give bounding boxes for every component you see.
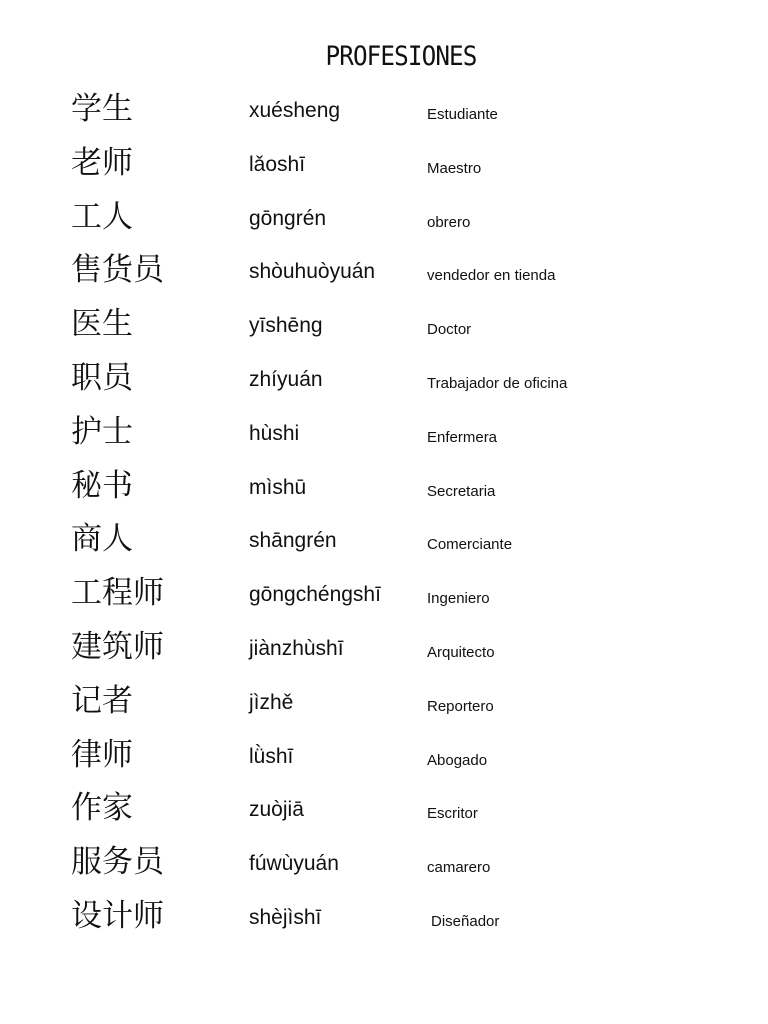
pinyin-text: zhíyuán (249, 367, 323, 391)
hanzi-text: 建筑师 (71, 628, 164, 665)
spanish-meaning: Abogado (427, 751, 488, 769)
spanish-meaning: Comerciante (427, 536, 513, 554)
list-item (0, 461, 768, 515)
pinyin-text: shèjìshī (249, 905, 322, 929)
spanish-meaning: Diseñador (431, 912, 500, 930)
professions-list (0, 84, 768, 945)
list-item (0, 84, 768, 138)
spanish-meaning: Reportero (427, 697, 494, 715)
list-item (0, 514, 768, 568)
list-item (0, 783, 768, 837)
hanzi-text: 售货员 (71, 252, 164, 289)
hanzi-text: 学生 (71, 91, 133, 127)
list-item (0, 192, 768, 246)
pinyin-text: shāngrén (249, 529, 337, 553)
list-item (0, 299, 768, 353)
spanish-meaning: Maestro (427, 159, 482, 177)
spanish-meaning: obrero (427, 213, 471, 231)
pinyin-text: jiànzhùshī (249, 636, 344, 660)
page-title: PROFESIONES (325, 41, 477, 72)
spanish-meaning: Estudiante (427, 106, 498, 123)
hanzi-text: 设计师 (71, 897, 164, 934)
hanzi-text: 老师 (71, 144, 133, 181)
list-item (0, 245, 768, 299)
spanish-meaning: Escritor (427, 805, 478, 823)
hanzi-text: 作家 (71, 790, 133, 827)
list-item (0, 568, 768, 622)
hanzi-text: 商人 (71, 521, 133, 558)
hanzi-text: 工程师 (71, 575, 164, 612)
pinyin-text: lǎoshī (249, 152, 306, 176)
pinyin-text: hùshi (249, 421, 300, 445)
pinyin-text: gōngchéngshī (249, 583, 381, 607)
list-item (0, 837, 768, 891)
list-item (0, 730, 768, 784)
list-item (0, 891, 768, 945)
hanzi-text: 律师 (71, 736, 133, 773)
hanzi-text: 秘书 (71, 467, 133, 504)
pinyin-text: fúwùyuán (249, 852, 339, 876)
hanzi-text: 工人 (71, 198, 133, 235)
hanzi-text: 医生 (71, 306, 133, 343)
pinyin-text: shòuhuòyuán (249, 260, 376, 284)
spanish-meaning: Trabajador de oficina (427, 374, 568, 392)
list-item (0, 138, 768, 192)
hanzi-text: 护士 (71, 413, 133, 450)
spanish-meaning: Secretaria (427, 482, 496, 500)
spanish-meaning: Enfermera (427, 428, 498, 446)
spanish-meaning: vendedor en tienda (427, 267, 556, 285)
spanish-meaning: camarero (427, 859, 491, 877)
list-item (0, 407, 768, 461)
hanzi-text: 服务员 (71, 844, 164, 881)
list-item (0, 353, 768, 407)
hanzi-text: 记者 (71, 682, 133, 719)
pinyin-text: xuésheng (249, 99, 341, 122)
pinyin-text: yīshēng (249, 314, 323, 338)
pinyin-text: lǜshī (249, 744, 294, 768)
spanish-meaning: Ingeniero (427, 590, 490, 608)
pinyin-text: jìzhě (249, 690, 294, 714)
hanzi-text: 职员 (71, 359, 133, 396)
list-item (0, 622, 768, 676)
list-item (0, 676, 768, 730)
spanish-meaning: Arquitecto (427, 643, 495, 661)
spanish-meaning: Doctor (427, 321, 472, 339)
pinyin-text: gōngrén (249, 206, 327, 230)
pinyin-text: mìshū (249, 475, 307, 499)
pinyin-text: zuòjiā (249, 798, 304, 822)
